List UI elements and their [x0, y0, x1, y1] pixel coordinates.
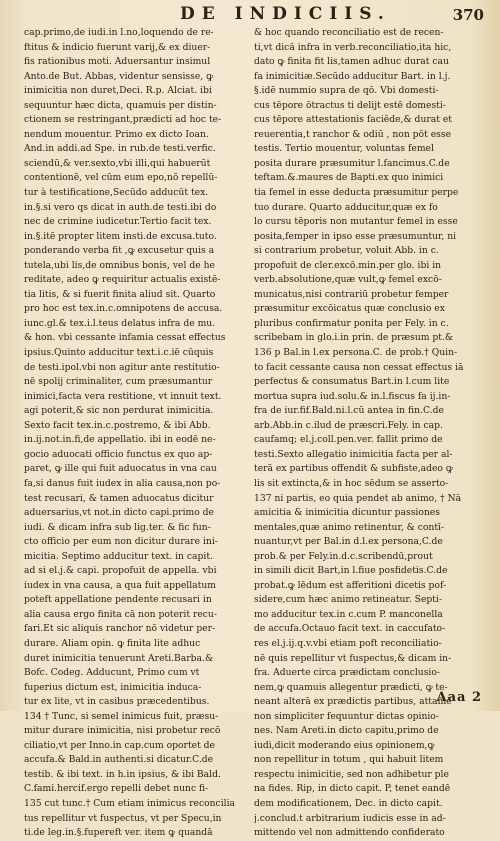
text-line: fra. Aduerte circa prædictam conclusio-: [254, 667, 441, 679]
text-line: verb.absolutione,quæ vult,ꝙ femel excō-: [254, 274, 442, 286]
text-line: nes. Nam Areti.in dicto capitu,primo de: [254, 725, 439, 737]
text-line: tia femel in esse deducta præsumitur perpe: [254, 187, 459, 199]
text-line: reditate, adeo ꝙ requiritur actualis existē-: [24, 274, 221, 286]
text-line: inimicitia non duret,Deci. R.p. Alciat. ibi: [24, 85, 212, 97]
text-line: & hoc quando reconciliatio est de recen-: [254, 27, 444, 38]
text-line: 137 ni partis, eo quia pendet ab animo, † Nā: [254, 492, 462, 504]
text-line: gocio aduocati officio functus ex quo ap-: [24, 448, 213, 460]
text-line: tuo durare. Quarto adducitur,quæ ex fo: [254, 201, 438, 213]
text-line: cus tēpore attestationis faciēde,& durat et: [254, 114, 452, 126]
text-line: ti,vt dicā infra in verb.reconciliatio,ita hic,: [254, 41, 452, 53]
text-line: de testi.ipol.vbi non agitur ante restitutio-: [24, 361, 220, 373]
text-line: durare. Aliam opin. ꝙ finita lite adhuc: [24, 637, 201, 649]
text-line: mo adducitur tex.in c.cum P. manconella: [254, 608, 443, 620]
text-line: in simili dicit Bart,in l.fiue posfidetis.C.de: [254, 565, 448, 577]
text-line: fra de iur.fif.Bald.ni.l.cū antea in fin.C.de: [254, 405, 444, 417]
text-line: contentionē, vel cūm eum epo,nō repellū-: [24, 172, 218, 184]
text-line: alia causa ergo finita cā non poterit recu-: [24, 608, 217, 620]
text-line: paret, ꝙ ille qui fuit aduocatus in vna cau: [24, 463, 217, 475]
text-line: neant alterā ex prædictis partibus, attamē: [254, 696, 452, 708]
text-line: inimici,facta vera restitione, vt innuit text.: [24, 390, 222, 402]
text-line: agi poterit,& sic non perdurat inimicitia.: [24, 405, 214, 417]
text-line: posita,femper in ipso esse præsumuntur, ni: [254, 230, 457, 242]
text-line: ctionem se restringant,prædicti ad hoc te-: [24, 114, 222, 126]
text-line: §.idē nummio supra de qō. Vbi domesti-: [254, 85, 439, 97]
text-line: & hon. vbi cessante infamia cessat effectus: [24, 332, 226, 344]
text-line: arb.Abb.in c.ilud de præscri.Fely. in cap.: [254, 419, 443, 431]
text-line: nē spolij criminaliter, cum præsumantur: [24, 376, 213, 388]
text-line: to facit cessante causa non cessat effectus iā: [254, 361, 464, 373]
text-line: tur à testificatione,Secūdo adducūt tex.: [24, 187, 209, 199]
running-title: DE INDICIIS.: [180, 4, 391, 24]
text-line: cto officio per eum non dicitur durare ini-: [24, 536, 218, 548]
text-line: ipsius.Quinto adducitur text.i.c.iē cūquis: [24, 347, 214, 359]
text-line: terā ex partibus offendit & subfiste,adeo ꝙ: [254, 463, 453, 475]
text-line: tus repellitur vt fuspectus, vt per Specu,in: [24, 812, 222, 824]
text-line: tur ex lite, vt in casibus præcedentibus.: [24, 696, 210, 708]
text-line: perfectus & consumatus Bart.in l.cum lite: [254, 376, 450, 388]
text-line: 135 cut tunc.† Cum etiam inimicus reconcilia: [24, 797, 235, 809]
text-line: nuantur,vt per Bal.in d.l.ex persona,C.de: [254, 536, 443, 548]
text-line: prob.& per Fely.in.d.c.scribendū,prout: [254, 550, 433, 562]
text-line: Sexto facit tex.in.c.postremo, & ibi Abb.: [24, 419, 211, 431]
text-line: fari.Et sic aliquis ranchor nō videtur per-: [24, 623, 216, 635]
text-line: propofuit de cler.excō.min.per glo. ibi in: [254, 259, 442, 271]
text-line: scribebam in glo.i.in prin. de præsum pt.&: [254, 332, 454, 344]
text-line: duret inimicitia tenuerunt Areti.Barba.&: [24, 652, 214, 664]
left-text-column: [24, 26, 236, 841]
text-line: lis sit extincta,& in hoc sēdum se asserto-: [254, 477, 449, 489]
text-line: in.ij.not.in.fi,de appellatio. ibi in eodē ne-: [24, 434, 216, 446]
text-line: in.§.si vero qs dicat in auth.de testi.ibi do: [24, 201, 217, 213]
right-text-column: [254, 26, 466, 841]
text-line: mentales,quæ animo retinentur, & contī-: [254, 521, 445, 533]
text-line: res el.j.ij.q.v.vbi etiam poft reconciliatio-: [254, 637, 442, 649]
text-line: tutela,ubi lis,de omnibus bonis, vel de he: [24, 259, 215, 271]
text-line: fa,si danus fuit iudex in alia causa,non po-: [24, 477, 221, 489]
text-line: mitur durare inimicitia, nisi probetur recō: [24, 725, 221, 737]
text-line: testi.Sexto allegatio inimicitia facta per al-: [254, 448, 453, 460]
text-line: iudex in vna causa, a qua fuit appellatum: [24, 579, 216, 591]
text-line: iudi. & dicam infra sub lig.ter. & fic fun-: [24, 521, 211, 533]
text-line: ponderando verba fit ,ꝙ excusetur quis a: [24, 245, 215, 257]
signature-mark: Aaa 2: [436, 690, 482, 705]
text-line: test recusari, & tamen aduocatus dicitur: [24, 492, 214, 504]
text-line: nendum mouentur. Primo ex dicto Ioan.: [24, 128, 209, 140]
text-line: mortua supra iud.solu.& in.l.fiscus fa ij.in-: [254, 390, 451, 402]
page-number: 370: [452, 6, 484, 24]
text-line: respectu inimicitie, sed non adhibetur ple: [254, 768, 449, 780]
text-line: cap.primo,de iudi.in l.no,loquendo de re-: [24, 27, 214, 38]
page-header: [60, 4, 484, 26]
text-line: probat.ꝙ lēdum est afferitioni dicetis pof-: [254, 579, 447, 591]
text-line: mittendo vel non admittendo confiderato: [254, 827, 445, 839]
text-line: non repellitur in totum , qui habuit litem: [254, 754, 444, 766]
text-line: micitia. Septimo adducitur text. in capit.: [24, 550, 213, 562]
text-line: sequuntur hæc dicta, quamuis per distin-: [24, 99, 217, 111]
text-line: 136 p Bal.in l.ex persona.C. de prob.† Quin-: [254, 347, 458, 359]
text-line: iudi,dicit moderando eius opinionem,ꝙ: [254, 739, 435, 751]
text-line: nem,ꝙ quamuis allegentur prædicti, ꝙ te-: [254, 681, 448, 693]
text-line: de accufa.Octauo facit text. in caccufato-: [254, 623, 446, 635]
text-line: amicitia & inimicitia dicuntur passiones: [254, 507, 440, 519]
text-line: pro hoc est tex.in.c.omnipotens de accusa.: [24, 303, 223, 315]
text-line: sciendū,& ver.sexto,vbi illi,qui habuerūt: [24, 157, 211, 169]
text-line: Anto.de But. Abbas, videntur sensisse, ꝙ: [24, 70, 214, 82]
text-line: poteft appellatione pendente recusari in: [24, 594, 212, 606]
text-line: teftam.&.maures de Bapti.ex quo inimici: [254, 172, 444, 184]
text-line: testib. & ibi text. in h.in ipsius, & ibi Bald.: [24, 768, 221, 780]
text-line: fis rationibus moti. Aduersantur insimul: [24, 56, 211, 68]
text-line: na fides. Rip, in dicto capit. P, tenet eandē: [254, 783, 451, 795]
text-line: nē quis repellitur vt fuspectus,& dicam in-: [254, 652, 452, 664]
text-line: ciliatio,vt per Inno.in cap.cum oportet de: [24, 739, 215, 751]
text-line: accufa.& Bald.in authenti.si dicatur.C.de: [24, 754, 214, 766]
text-line: And.in addi.ad Spe. in rub.de testi.verfic.: [24, 143, 216, 155]
text-line: fa inimicitiæ.Secūdo adducitur Bart. in l.j.: [254, 70, 451, 82]
text-line: iunc.gl.& tex.i.l.teus delatus infra de mu.: [24, 317, 216, 329]
text-line: aduersarius,vt not.in dicto capi.primo de: [24, 507, 214, 519]
text-line: C.fami.hercif.ergo repelli debet nunc fi-: [24, 783, 209, 795]
text-line: lo cursu tēporis non mutantur femel in esse: [254, 216, 458, 228]
text-line: pluribus confirmatur ponita per Fely. in c.: [254, 317, 449, 329]
text-line: si contrarium probetur, voluit Abb. in c.: [254, 245, 439, 257]
text-line: ftitus & indicio fuerunt varij,& ex diuer-: [24, 41, 211, 53]
text-line: municatus,nisi contrariū probetur femper: [254, 288, 449, 300]
text-line: in.§.itē propter litem insti.de excusa.tuto.: [24, 230, 217, 242]
text-line: ti.de leg.in.§.fupereft ver. item ꝙ quandā: [24, 827, 213, 839]
text-line: non simpliciter fequuntur dictas opinio-: [254, 710, 439, 722]
text-line: testis. Tertio mouentur, voluntas femel: [254, 143, 434, 155]
text-line: dato ꝙ finita fit lis,tamen adhuc durat cau: [254, 56, 449, 68]
text-line: reuerentia,t ranchor & odiū , non pōt esse: [254, 128, 452, 140]
text-line: ad si el.j.& capi. propofuit de appella. vbi: [24, 565, 217, 577]
text-line: nec de crimine iudicetur.Tertio facit tex.: [24, 216, 212, 228]
text-line: Bofc. Codeg. Adducunt, Primo cum vt: [24, 667, 200, 679]
text-line: cus tēpore ōtractus ti delijt estē domesti-: [254, 99, 446, 111]
text-line: tia litis, & si fuerit finita aliud sit. Quarto: [24, 288, 216, 300]
text-line: fuperius dictum est, inimicitia induca-: [24, 681, 202, 693]
text-line: præsumitur excōicatus quæ conclusio ex: [254, 303, 445, 315]
text-line: dem modificationem, Dec. in dicto capit.: [254, 797, 443, 809]
text-line: j.conclud.t arbitrarium iudicis esse in ad-: [254, 812, 446, 824]
text-line: sidere,cum hæc animo retineatur. Septi-: [254, 594, 443, 606]
text-line: posita durare præsumitur l.fancimus.C.de: [254, 157, 450, 169]
text-line: 134 † Tunc, si semel inimicus fuit, præsu-: [24, 710, 219, 722]
text-line: caufamq; el.j.coll.pen.ver. fallit primo de: [254, 434, 443, 446]
